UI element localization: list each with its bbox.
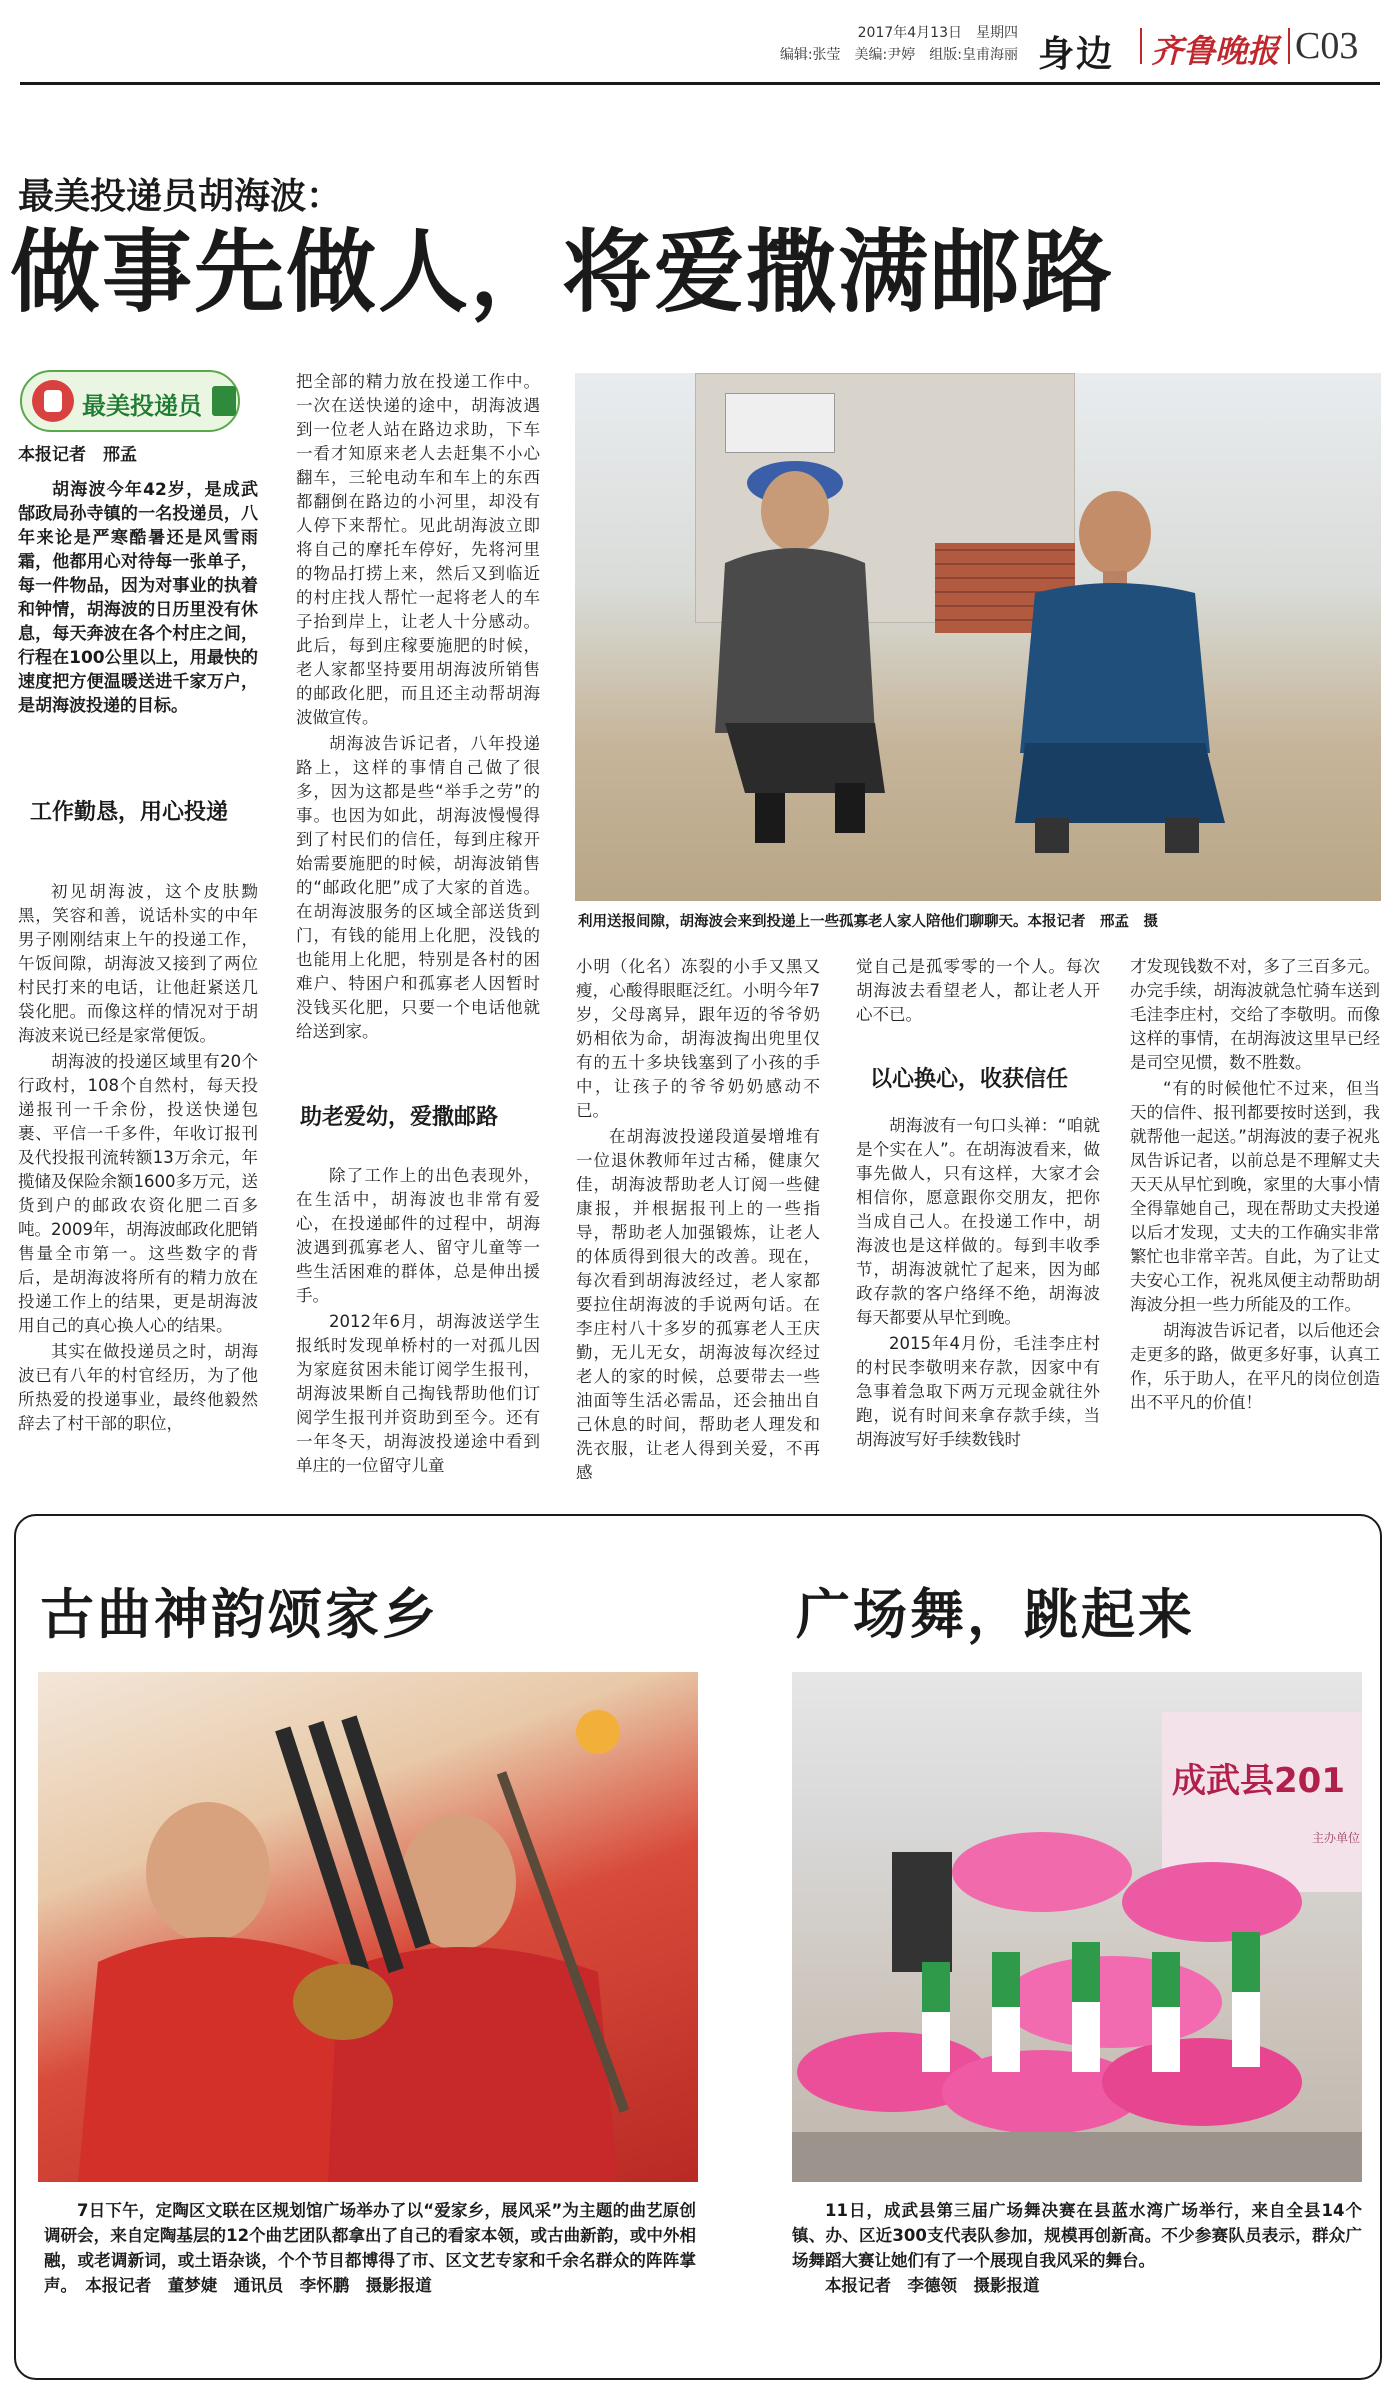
- elder-figure: [685, 433, 895, 853]
- paragraph: 在胡海波投递段道晏增堆有一位退休教师年过古稀，健康欠佳，胡海波帮助老人订阅一些健康报，并根据报刊上的一些指导，帮助老人加强锻炼，让老人的体质得到很大的改善。现在，每次看到胡海波经过，老人家都要拉住胡海波的手说两句话。在李庄村八十多岁的孤寡老人王庆勤，无儿无女，胡海波每次经过老人的家的时候，总要带去一些油面等生活必需品，还会抽出自己休息的时间，帮助老人理发和洗衣服，让老人得到关爱，不再感: [576, 1127, 820, 1482]
- article-lead: [18, 478, 258, 748]
- paragraph: 胡海波的投递区域里有20个行政村，108个自然村，每天投递报刊一千余份，投送快递包裹、平信一千多件，年收订报刊及代投报刊流转额13万余元，年揽储及保险余额1600多万元，送货到户的邮政农资化肥二百多吨。2009年，胡海波邮政化肥销售量全市第一。这些数字的背后，是胡海波将所有的精力放在投递工作上的结果，更是胡海波用自己的真心换人心的结果。: [18, 1052, 258, 1335]
- article-column-2: [296, 370, 540, 1070]
- paragraph: 才发现钱数不对，多了三百多元。办完手续，胡海波就急忙骑车送到毛洼李庄村，交给了李敬明。而像这样的事情，在胡海波这里早已经是司空见惯，数不胜数。: [1130, 957, 1380, 1072]
- feature-title-left: 古曲神韵颂家乡: [40, 1583, 439, 1646]
- header-rule: [20, 82, 1380, 85]
- paragraph: 胡海波有一句口头禅：“咱就是个实在人”。在胡海波看来，做事先做人，只有这样，大家才会相信你，愿意跟你交朋友，把你当成自己人。在投递工作中，胡海波也是这样做的。每到丰收季节，胡海波就忙了起来，因为邮政存款的客户络绎不绝，胡海波每天都要从早忙到晚。: [856, 1116, 1100, 1327]
- column-badge: [20, 370, 240, 432]
- editor-credits: 编辑:张莹 美编:尹婷 组版:皇甫海丽: [779, 47, 1018, 63]
- left-feature-caption: [44, 2198, 696, 2298]
- paragraph: 胡海波告诉记者，以后他还会走更多的路，做更多好事，认真工作，乐于助人，在平凡的岗位创造出不平凡的价值！: [1130, 1321, 1380, 1412]
- article-headline: 做事先做人，将爱撒满邮路: [10, 220, 1114, 325]
- page-number: C03: [1295, 25, 1359, 67]
- paragraph: 小明（化名）冻裂的小手又黑又瘦，心酸得眼眶泛红。小明今年7岁，父母离异，跟年迈的爷爷奶奶相依为命，胡海波掏出兜里仅有的五十多块钱塞到了小孩的手中，让孩子的爷爷奶奶感动不已。: [576, 957, 820, 1120]
- paragraph: 2012年6月，胡海波送学生报纸时发现单桥村的一对孤儿因为家庭贫困未能订阅学生报刊，胡海波果断自己掏钱帮助他们订阅学生报刊并资助到至今。还有一年冬天，胡海波投递途中看到单庄的一位留守儿童: [296, 1312, 540, 1475]
- article-column-5: [1130, 955, 1380, 1455]
- postman-icon: [32, 380, 74, 422]
- article-column-3: [576, 955, 820, 1482]
- article-column-1: [18, 880, 258, 1456]
- article-column-4b: [856, 1114, 1100, 1456]
- subhead-trust: 以心换心，收获信任: [870, 1067, 1069, 1092]
- article-byline: 本报记者 邢孟: [18, 445, 137, 465]
- article-kicker: 最美投递员胡海波：: [18, 176, 343, 217]
- caption-text: 11日，成武县第三届广场舞决赛在县蓝水湾广场举行，来自全县14个镇、办、区近300支代表队参加，规模再创新高。不少参赛队员表示，群众广场舞蹈大赛让她们有了一个展现自我风采的舞台。: [792, 2201, 1362, 2270]
- caption-credit: 本报记者 李德领 摄影报道: [825, 2276, 1040, 2295]
- paragraph: 其实在做投递员之时，胡海波已有八年的村官经历，为了他所热爱的投递事业，最终他毅然辞去了村干部的职位，: [18, 1342, 258, 1433]
- postman-figure: [995, 493, 1235, 863]
- badge-label: 最美投递员: [82, 392, 202, 420]
- caption-text: 7日下午，定陶区文联在区规划馆广场举办了以“爱家乡，展风采”为主题的曲艺原创调研会，来自定陶基层的12个曲艺团队都拿出了自己的看家本领，或古曲新韵，或中外相融，或老调新词，或土语杂谈，个个节目都博得了市、区文艺专家和千余名群众的阵阵掌声。 本报记者 董梦婕 通讯员 李怀鹏 摄影报道: [44, 2201, 696, 2295]
- feature-title-right: 广场舞，跳起来: [796, 1583, 1195, 1646]
- header-divider: [1140, 28, 1142, 64]
- subhead-care: 助老爱幼，爱撒邮路: [300, 1105, 499, 1130]
- banner-sub: 主办单位: [1312, 1831, 1361, 1845]
- header-meta: [640, 22, 1018, 66]
- paper-logo: 齐鲁晚报: [1151, 32, 1280, 70]
- article-column-4: [856, 955, 1100, 1024]
- photo-musicians: [38, 1672, 698, 2182]
- section-name: 身边: [1038, 33, 1115, 75]
- dance-illustration: [792, 1672, 1362, 2182]
- photo-square-dance: [792, 1672, 1362, 2182]
- paragraph: 初见胡海波，这个皮肤黝黑，笑容和善，说话朴实的中年男子刚刚结束上午的投递工作，午饭间隙，胡海波又接到了两位村民打来的电话，让他赶紧送几袋化肥。而像这样的情况对于胡海波来说已经是家常便饭。: [18, 882, 258, 1045]
- mailbox-icon: [212, 386, 236, 416]
- paragraph: 觉自己是孤零零的一个人。每次胡海波去看望老人，都让老人开心不已。: [856, 957, 1100, 1024]
- issue-date: 2017年4月13日 星期四: [857, 25, 1018, 41]
- photo-caption: 利用送报间隙，胡海波会来到投递上一些孤寡老人家人陪他们聊聊天。本报记者 邢孟 摄: [578, 914, 1158, 930]
- paragraph: 2015年4月份，毛洼李庄村的村民李敬明来存款，因家中有急事着急取下两万元现金就往外跑，说有时间来拿存款手续，当胡海波写好手续数钱时: [856, 1334, 1100, 1449]
- paragraph: 胡海波告诉记者，八年投递路上，这样的事情自己做了很多，因为这都是些“举手之劳”的事。也因为如此，胡海波慢慢得到了村民们的信任，每到庄稼开始需要施肥的时候，胡海波销售的“邮政化肥”成了大家的首选。在胡海波服务的区域全部送货到门，有钱的能用上化肥，没钱的也能用上化肥，特别是各村的困难户、特困户和孤寡老人因暂时没钱买化肥，只要一个电话他就给送到家。: [296, 734, 540, 1041]
- paragraph: 除了工作上的出色表现外，在生活中，胡海波也非常有爱心，在投递邮件的过程中，胡海波遇到孤寡老人、留守儿童等一些生活困难的群体，总是伸出援手。: [296, 1166, 540, 1305]
- paragraph: “有的时候他忙不过来，但当天的信件、报刊都要按时送到，我就帮他一起送。”胡海波的妻子祝兆凤告诉记者，以前总是不理解丈夫天天从早忙到晚，家里的大事小情全得靠她自己，现在帮助丈夫投递以后才发现，丈夫的工作确实非常繁忙也非常辛苦。自此，为了让丈夫安心工作，祝兆凤便主动帮助胡海波分担一些力所能及的工作。: [1130, 1079, 1380, 1314]
- article-column-2b: [296, 1164, 540, 1475]
- right-feature-caption: [792, 2198, 1362, 2298]
- subhead-work: 工作勤恳，用心投递: [30, 800, 229, 825]
- photo-postman-with-elder: [575, 373, 1381, 901]
- musicians-illustration: [38, 1672, 698, 2182]
- paragraph: 把全部的精力放在投递工作中。一次在送快递的途中，胡海波遇到一位老人站在路边求助，下车一看才知原来老人去赶集不小心翻车，三轮电动车和车上的东西都翻倒在路边的小河里，却没有人停下来帮忙。见此胡海波立即将自己的摩托车停好，先将河里的物品打捞上来，然后又到临近的村庄找人帮忙一起将老人的车子抬到岸上，让老人十分感动。此后，每到庄稼要施肥的时候，老人家都坚持要用胡海波所销售的邮政化肥，而且还主动帮胡海波做宣传。: [296, 372, 540, 727]
- banner-text: 成武县201: [1172, 1761, 1345, 1801]
- lead-paragraph: 胡海波今年42岁，是成武郜政局孙寺镇的一名投递员，八年来论是严寒酷暑还是风雪雨霜，他都用心对待每一张单子，每一件物品，因为对事业的执着和钟情，胡海波的日历里没有休息，每天奔波在各个村庄之间，行程在100公里以上，用最快的速度把方便温暖送进千家万户，是胡海波投递的目标。: [18, 480, 258, 716]
- header-divider: [1288, 28, 1290, 64]
